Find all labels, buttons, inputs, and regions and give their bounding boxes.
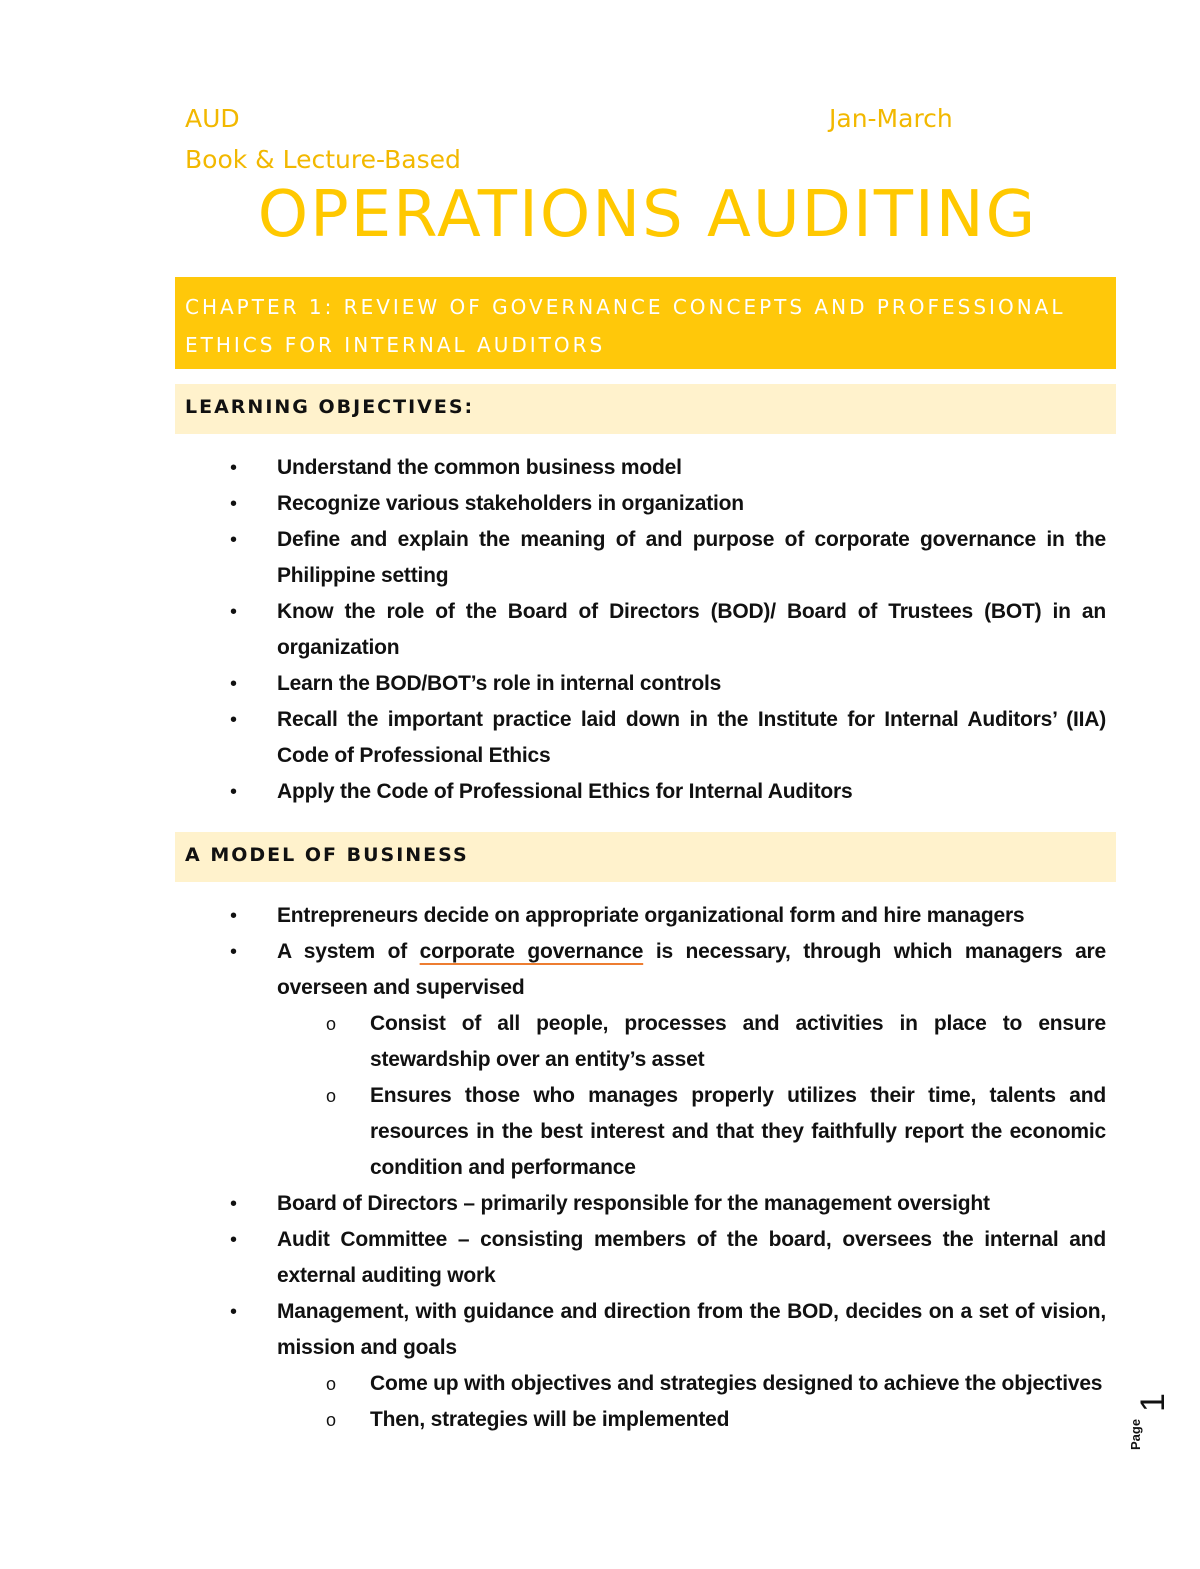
- bullet-icon: •: [230, 529, 237, 551]
- list-item: • Define and explain the meaning of and purpose of corporate governance in the Philippine setting: [277, 522, 1106, 594]
- learning-objectives-list: [0, 450, 1106, 810]
- list-item: • Audit Committee – consisting members of the board, oversees the internal and external auditing work: [277, 1222, 1106, 1294]
- sub-bullet-icon: o: [326, 1410, 336, 1430]
- list-item: • Entrepreneurs decide on appropriate organizational form and hire managers: [277, 898, 1106, 934]
- bullet-icon: •: [230, 601, 237, 623]
- page-number-label: [1118, 1380, 1178, 1470]
- bullet-icon: •: [230, 905, 237, 927]
- bullet-icon: •: [230, 781, 237, 803]
- sub-list-item: o Ensures those who manages properly utilizes their time, talents and resources in the best interest and that they faithfully report the economic condition and performance: [370, 1078, 1106, 1186]
- section-heading-text: LEARNING OBJECTIVES:: [185, 396, 475, 418]
- sub-list-item: o Come up with objectives and strategies designed to achieve the objectives: [370, 1366, 1106, 1402]
- list-item: • Management, with guidance and direction from the BOD, decides on a set of vision, mission and goals: [277, 1294, 1106, 1366]
- section-heading-text: A MODEL OF BUSINESS: [185, 844, 469, 866]
- list-item: • A system of corporate governance is necessary, through which managers are overseen and supervised: [277, 934, 1106, 1006]
- list-item: • Recall the important practice laid down in the Institute for Internal Auditors’ (IIA) Code of Professional Ethics: [277, 702, 1106, 774]
- document-title: OPERATIONS AUDITING: [257, 178, 1038, 252]
- sub-bullet-icon: o: [326, 1086, 336, 1106]
- list-item: • Understand the common business model: [277, 450, 1106, 486]
- header-period: Jan-March: [829, 104, 953, 133]
- model-of-business-list: [0, 898, 1106, 1438]
- section-heading-learning-objectives: [175, 384, 1116, 434]
- sub-list-item: o Consist of all people, processes and activities in place to ensure stewardship over an entity’s asset: [370, 1006, 1106, 1078]
- chapter-heading-line-2: ETHICS FOR INTERNAL AUDITORS: [185, 333, 606, 357]
- list-item: • Know the role of the Board of Directors (BOD)/ Board of Trustees (BOT) in an organization: [277, 594, 1106, 666]
- bullet-icon: •: [230, 457, 237, 479]
- bullet-icon: •: [230, 1229, 237, 1251]
- sub-bullet-icon: o: [326, 1014, 336, 1034]
- bullet-icon: •: [230, 709, 237, 731]
- bullet-icon: •: [230, 673, 237, 695]
- sub-list-item: o Then, strategies will be implemented: [370, 1402, 1106, 1438]
- bullet-icon: •: [230, 1301, 237, 1323]
- chapter-heading-box: [175, 277, 1116, 369]
- list-item: • Board of Directors – primarily responsible for the management oversight: [277, 1186, 1106, 1222]
- bullet-icon: •: [230, 493, 237, 515]
- page-number: 1: [1134, 1393, 1172, 1412]
- bullet-icon: •: [230, 941, 237, 963]
- list-item: • Learn the BOD/BOT’s role in internal controls: [277, 666, 1106, 702]
- bullet-icon: •: [230, 1193, 237, 1215]
- header-course-code: AUD: [185, 104, 240, 133]
- section-heading-model-of-business: [175, 832, 1116, 882]
- sub-bullet-icon: o: [326, 1374, 336, 1394]
- chapter-heading-line-1: CHAPTER 1: REVIEW OF GOVERNANCE CONCEPTS AND PROFESSIONAL: [185, 295, 1066, 319]
- header-subtitle: Book & Lecture-Based: [185, 145, 461, 174]
- list-item: • Apply the Code of Professional Ethics for Internal Auditors: [277, 774, 1106, 810]
- corporate-governance-link: corporate governance: [419, 940, 644, 963]
- page-word: Page: [1128, 1418, 1143, 1450]
- list-item: • Recognize various stakeholders in organization: [277, 486, 1106, 522]
